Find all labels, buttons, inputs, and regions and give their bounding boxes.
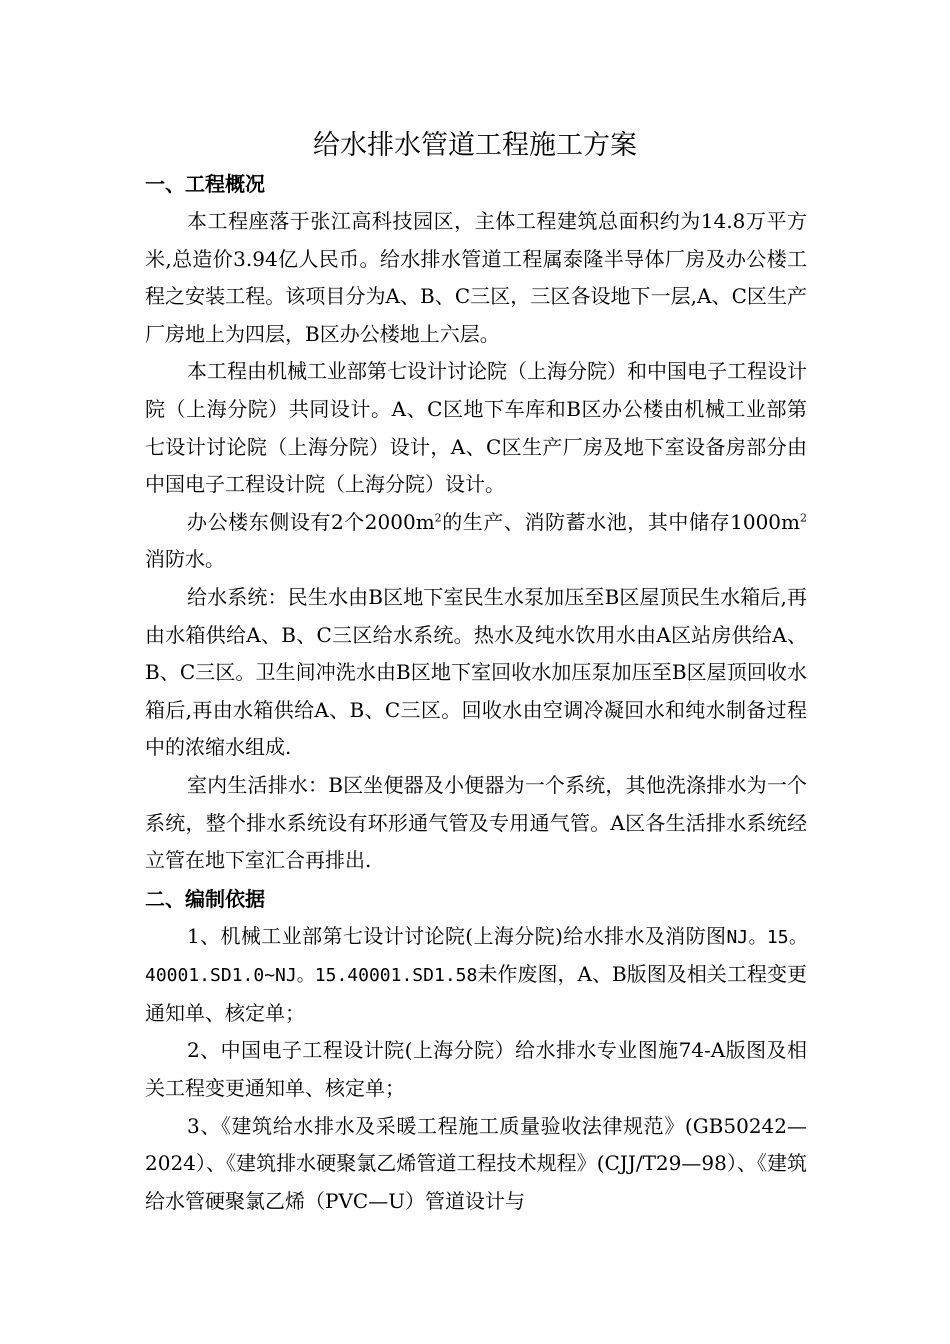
basis-item-1 <box>145 918 807 1033</box>
drawing-number-range: NJ。15。40001.SD1.0~NJ。15.40001.SD1.58 <box>145 926 807 987</box>
paragraph-water-tank <box>145 504 807 579</box>
paragraph-design-institutes: 本工程由机械工业部第七设计讨论院（上海分院）和中国电子工程设计院（上海分院）共同设计。A、C区地下车库和B区办公楼由机械工业部第七设计讨论院（上海分院）设计，A、C区生产厂房及地下室设备房部分由中国电子工程设计院（上海分院）设计。 <box>145 359 807 497</box>
superscript-2: 2 <box>434 511 442 525</box>
basis-item-1-tail: 未作废图，A、B版图及相关工程变更通知单、核定单； <box>145 962 808 1025</box>
paragraph-water-supply-system: 给水系统：民生水由B区地下室民生水泵加压至B区屋顶民生水箱后,再由水箱供给A、B、C三区给水系统。热水及纯水饮用水由A区站房供给A、B、C三区。卫生间冲洗水由B区地下室回收水加压泵加压至B区屋顶回收水箱后,再由水箱供给A、B、C三区。回收水由空调冷凝回水和纯水制备过程中的浓缩水组成. <box>145 584 807 760</box>
basis-item-3: 3、《建筑给水排水及采暖工程施工质量验收法律规范》(GB50242—2024）、《建筑排水硬聚氯乙烯管道工程技术规程》(CJJ/T29—98）、《建筑给水管硬聚氯乙烯（PVC—U）管道设计与 <box>145 1113 807 1213</box>
document-title: 给水排水管道工程施工方案 <box>313 130 637 161</box>
basis-item-1-text: 1、机械工业部第七设计讨论院(上海分院)给水排水及消防图 <box>187 923 727 948</box>
tank-text-middle: 的生产、消防蓄水池，其中储存1000m <box>441 509 800 534</box>
paragraph-project-location: 本工程座落于张江高科技园区，主体工程建筑总面积约为14.8万平方米,总造价3.94亿人民币。给水排水管道工程属泰隆半导体厂房及办公楼工程之安装工程。该项目分为A、B、C三区，三区各设地下一层,A、C区生产厂房地上为四层，B区办公楼地上六层。 <box>145 209 807 346</box>
paragraph-indoor-drainage: 室内生活排水：B区坐便器及小便器为一个系统，其他洗涤排水为一个系统，整个排水系统设有环形通气管及专用通气管。A区各生活排水系统经立管在地下室汇合再排出. <box>145 772 807 873</box>
section-heading-overview: 一、工程概况 <box>145 172 265 196</box>
superscript-2: 2 <box>800 511 807 525</box>
section-heading-basis: 二、编制依据 <box>145 886 265 911</box>
basis-item-2: 2、中国电子工程设计院(上海分院）给水排水专业图施74-A版图及相关工程变更通知单、核定单； <box>145 1038 807 1101</box>
document-body <box>145 165 807 1220</box>
tank-text-start: 办公楼东侧设有2个2000m <box>187 509 435 534</box>
tank-text-end: 消防水。 <box>145 547 225 572</box>
